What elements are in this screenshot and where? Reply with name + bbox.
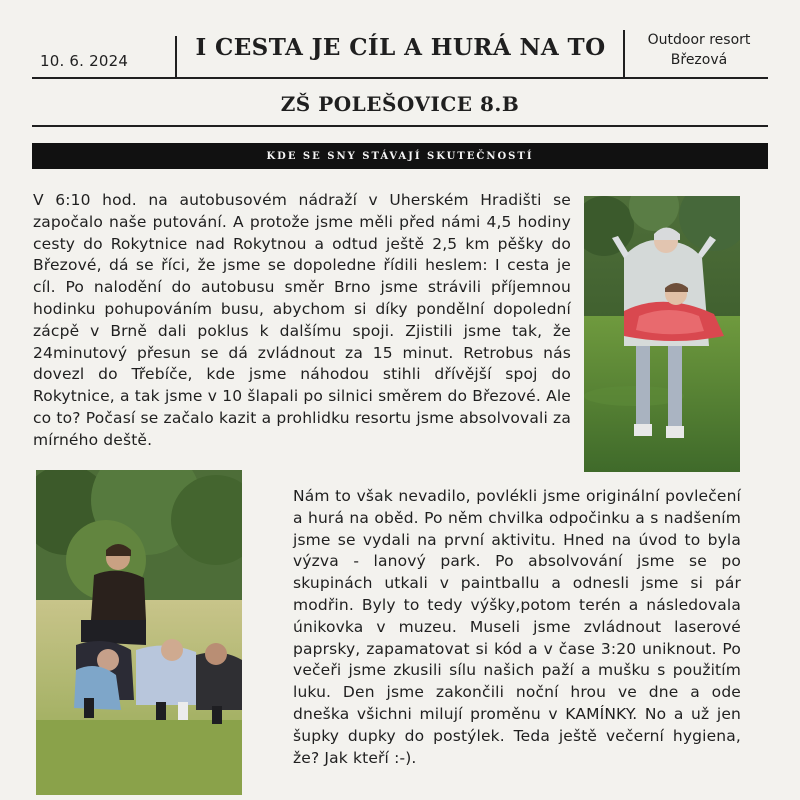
school-class-title: ZŠ POLEŠOVICE 8.B xyxy=(280,92,520,116)
headline: I CESTA JE CÍL A HURÁ NA TO xyxy=(195,34,606,61)
header-divider-left xyxy=(175,36,177,78)
photo-rain-ponchos xyxy=(584,196,740,472)
header-divider-right xyxy=(623,30,625,78)
subtitle-rule xyxy=(32,125,768,127)
location-line-2: Březová xyxy=(670,52,728,68)
article-paragraph-1: V 6:10 hod. na autobusovém nádraží v Uherském Hradišti se započalo naše putování. A protože jsme měli před námi 4,5 hodiny cesty do Rokytnice nad Rokytnou a odtud ještě 2,5 km pěšky do Březové, dá se říci, že jsme se dopoledne řídili heslem: I cesta je cíl. Po nalodění do autobusu směr Brno jsme strávili příjemnou hodinku pohupováním busu, abychom si díky pondělní dopolední zácpě v Brně dali poklus k dalšímu spoji. Zjistili jsme tak, že 24minutový přesun se dá zvládnout za 15 minut. Retrobus nás dovezl do Třebíče, kde jsme náhodou stihli dřívější spoj do Rokytnice, a tak jsme v 10 šlapali po silnici směrem do Březové. Ale co to? Počasí se začalo kazit a prohlidku resortu jsme absolvovali za mírného deště. xyxy=(33,191,571,449)
article-paragraph-2: Nám to však nevadilo, povlékli jsme originální povlečení a hurá na oběd. Po něm chvilka odpočinku a s nadšením jsme se vydali na první aktivitu. Hned na úvod to byla výzva - lanový park. Po absolvování jsme se po skupinách utkali v paintballu a odnesli jsme si pár modřin. Byly to tedy výšky,potom terén a následovala únikovka v muzeu. Museli jsme zvládnout laserové paprsky, zapamatovat si kód a v čase 3:20 uniknout. Po večeři jsme zkusili sílu našich paží a mušku s použitím luku. Den jsme zakončili noční hrou ve dne a ode dneška všichni milují proměnu v KAMÍNKY. No a už jen šupky dupky do postýlek. Teda ještě večerní hygiena, že? Jak kteří :-). xyxy=(293,487,741,767)
tagline-text: KDE SE SNY STÁVAJÍ SKUTEČNOSTÍ xyxy=(266,150,534,162)
photo-human-pyramid xyxy=(36,470,242,795)
location-line-1: Outdoor resort xyxy=(647,32,751,48)
header-rule xyxy=(32,77,768,79)
issue-date: 10. 6. 2024 xyxy=(40,52,129,70)
location xyxy=(628,30,770,70)
tagline-banner xyxy=(32,143,768,169)
